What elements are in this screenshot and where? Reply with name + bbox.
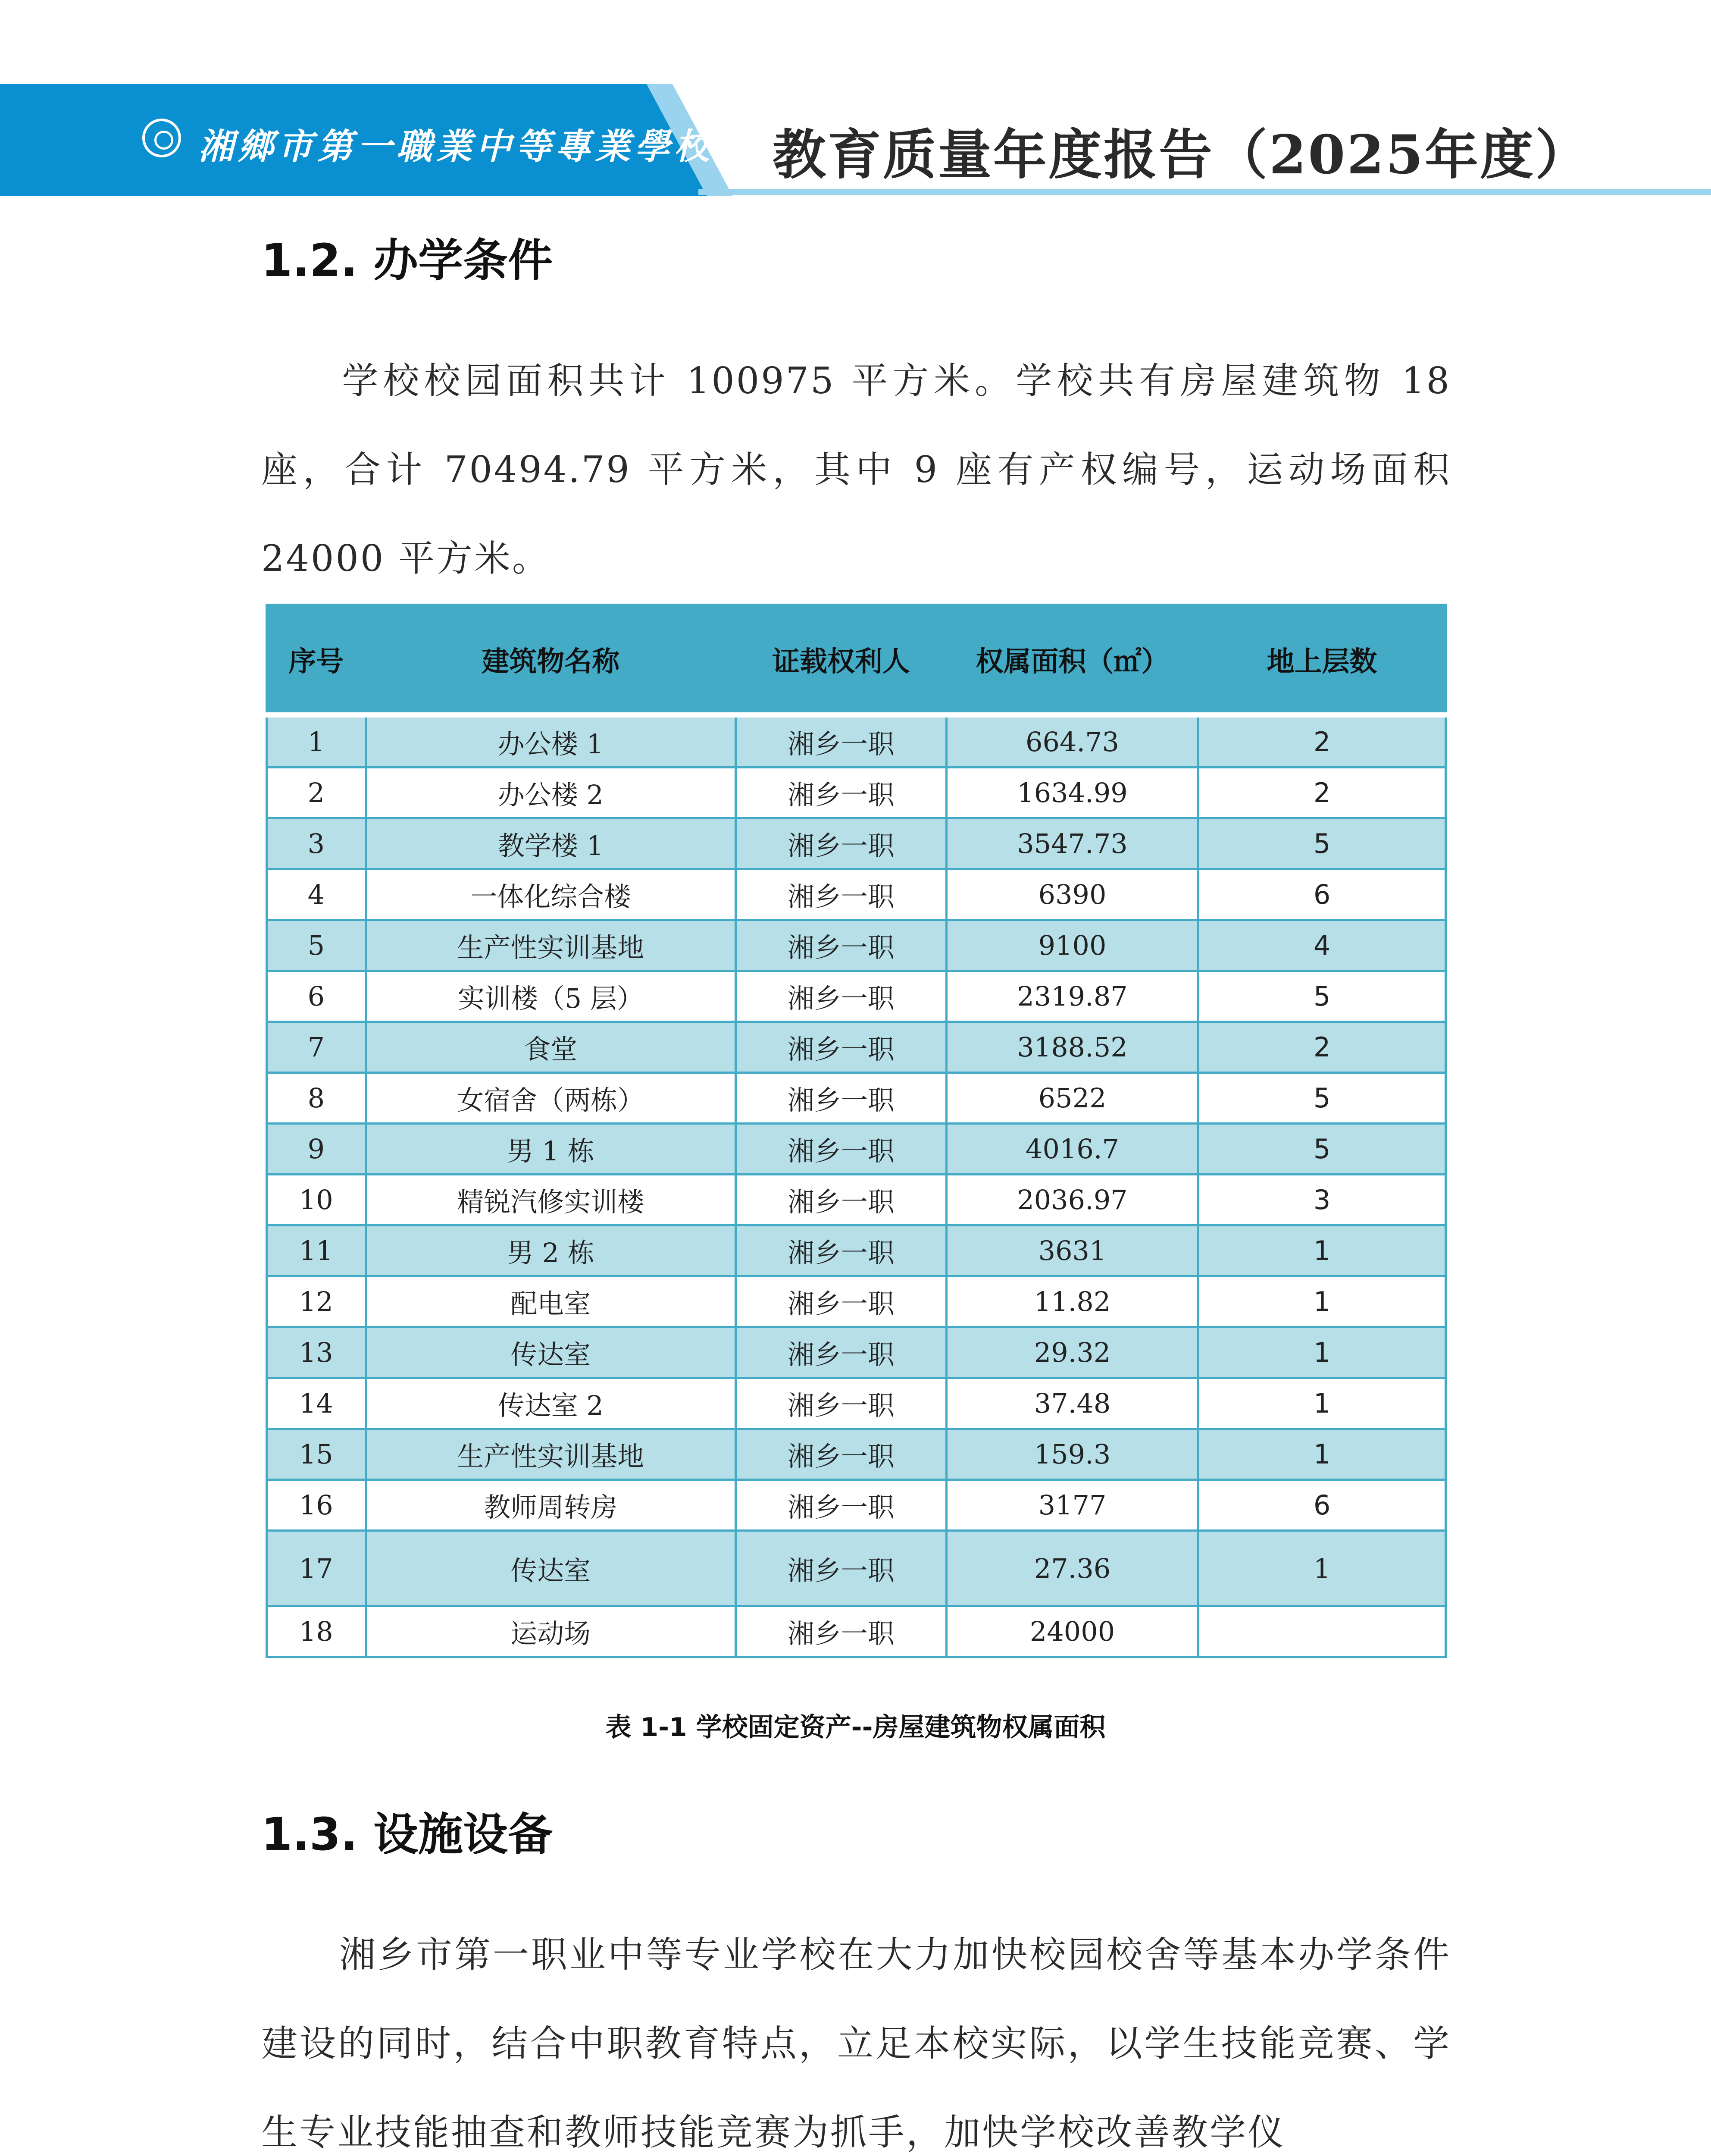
- cell-owner: 湘乡一职: [735, 1175, 946, 1225]
- cell-floors: [1198, 1606, 1446, 1657]
- table-row: [267, 1480, 1446, 1531]
- page-header: [0, 0, 1711, 203]
- cell-owner: 湘乡一职: [735, 1073, 946, 1124]
- cell-building-name: 精锐汽修实训楼: [366, 1175, 735, 1225]
- cell-owner: 湘乡一职: [735, 1022, 946, 1073]
- cell-building-name: 一体化综合楼: [366, 869, 735, 920]
- cell-floors: 1: [1198, 1378, 1446, 1429]
- school-name: 湘鄉市第一職業中等專業學校: [198, 126, 714, 167]
- cell-owner: 湘乡一职: [735, 971, 946, 1022]
- table-row: [267, 1073, 1446, 1124]
- cell-owner: 湘乡一职: [735, 869, 946, 920]
- table-row: [267, 1378, 1446, 1429]
- cell-index: 12: [267, 1276, 366, 1327]
- cell-index: 18: [267, 1606, 366, 1657]
- paragraph-text: 学校校园面积共计 100975 平方米。学校共有房屋建筑物 18 座，合计 70494.79 平方米，其中 9 座有产权编号，运动场面积 24000 平方米。: [261, 360, 1451, 580]
- cell-building-name: 教学楼 1: [366, 818, 735, 869]
- cell-owner: 湘乡一职: [735, 768, 946, 818]
- cell-floors: 2: [1198, 768, 1446, 818]
- table-row: [267, 920, 1446, 971]
- cell-area: 664.73: [946, 715, 1198, 768]
- cell-owner: 湘乡一职: [735, 1531, 946, 1606]
- cell-building-name: 生产性实训基地: [366, 1429, 735, 1480]
- table-row: [267, 869, 1446, 920]
- cell-area: 6390: [946, 869, 1198, 920]
- cell-area: 37.48: [946, 1378, 1198, 1429]
- cell-index: 11: [267, 1225, 366, 1276]
- cell-floors: 6: [1198, 869, 1446, 920]
- section-paragraph-1-2: [261, 336, 1451, 603]
- cell-area: 11.82: [946, 1276, 1198, 1327]
- cell-floors: 2: [1198, 715, 1446, 768]
- cell-area: 3188.52: [946, 1022, 1198, 1073]
- cell-floors: 2: [1198, 1022, 1446, 1073]
- cell-index: 4: [267, 869, 366, 920]
- table-row: [267, 715, 1446, 768]
- report-title: 教育质量年度报告（2025年度）: [772, 124, 1590, 186]
- section-paragraph-1-3: [261, 1910, 1451, 2156]
- buildings-table: [266, 604, 1447, 1658]
- cell-building-name: 男 2 栋: [366, 1225, 735, 1276]
- cell-building-name: 实训楼（5 层）: [366, 971, 735, 1022]
- table-row: [267, 1531, 1446, 1606]
- cell-floors: 1: [1198, 1276, 1446, 1327]
- cell-area: 3177: [946, 1480, 1198, 1531]
- cell-area: 1634.99: [946, 768, 1198, 818]
- cell-owner: 湘乡一职: [735, 1225, 946, 1276]
- col-header-owner: 证载权利人: [735, 605, 946, 715]
- table-row: [267, 1606, 1446, 1657]
- cell-index: 14: [267, 1378, 366, 1429]
- cell-building-name: 运动场: [366, 1606, 735, 1657]
- cell-owner: 湘乡一职: [735, 1276, 946, 1327]
- cell-index: 10: [267, 1175, 366, 1225]
- table-row: [267, 1124, 1446, 1175]
- col-header-floors: 地上层数: [1198, 605, 1446, 715]
- col-header-area: 权属面积（㎡）: [946, 605, 1198, 715]
- cell-area: 6522: [946, 1073, 1198, 1124]
- cell-index: 5: [267, 920, 366, 971]
- cell-owner: 湘乡一职: [735, 1327, 946, 1378]
- section-heading-1-2: 1.2. 办学条件: [261, 234, 553, 287]
- cell-area: 24000: [946, 1606, 1198, 1657]
- cell-floors: 5: [1198, 818, 1446, 869]
- table-caption: 表 1-1 学校固定资产--房屋建筑物权属面积: [605, 1712, 1106, 1742]
- table-row: [267, 1225, 1446, 1276]
- table-row: [267, 1429, 1446, 1480]
- school-logo-icon: [142, 119, 181, 157]
- cell-area: 4016.7: [946, 1124, 1198, 1175]
- section-heading-1-3: 1.3. 设施设备: [261, 1808, 553, 1861]
- table-row: [267, 768, 1446, 818]
- cell-building-name: 教师周转房: [366, 1480, 735, 1531]
- cell-index: 1: [267, 715, 366, 768]
- cell-area: 29.32: [946, 1327, 1198, 1378]
- cell-building-name: 食堂: [366, 1022, 735, 1073]
- cell-index: 17: [267, 1531, 366, 1606]
- cell-area: 3631: [946, 1225, 1198, 1276]
- table-header-row: [267, 605, 1446, 715]
- cell-area: 9100: [946, 920, 1198, 971]
- cell-owner: 湘乡一职: [735, 1124, 946, 1175]
- cell-owner: 湘乡一职: [735, 1606, 946, 1657]
- cell-index: 9: [267, 1124, 366, 1175]
- col-header-building-name: 建筑物名称: [366, 605, 735, 715]
- cell-area: 159.3: [946, 1429, 1198, 1480]
- cell-floors: 5: [1198, 1073, 1446, 1124]
- table-row: [267, 1022, 1446, 1073]
- cell-building-name: 生产性实训基地: [366, 920, 735, 971]
- cell-area: 2319.87: [946, 971, 1198, 1022]
- cell-owner: 湘乡一职: [735, 818, 946, 869]
- cell-floors: 1: [1198, 1225, 1446, 1276]
- cell-owner: 湘乡一职: [735, 1429, 946, 1480]
- cell-building-name: 办公楼 1: [366, 715, 735, 768]
- cell-index: 15: [267, 1429, 366, 1480]
- cell-building-name: 办公楼 2: [366, 768, 735, 818]
- cell-building-name: 男 1 栋: [366, 1124, 735, 1175]
- cell-building-name: 配电室: [366, 1276, 735, 1327]
- cell-owner: 湘乡一职: [735, 920, 946, 971]
- cell-building-name: 传达室: [366, 1327, 735, 1378]
- cell-owner: 湘乡一职: [735, 715, 946, 768]
- cell-owner: 湘乡一职: [735, 1378, 946, 1429]
- cell-floors: 6: [1198, 1480, 1446, 1531]
- cell-index: 6: [267, 971, 366, 1022]
- paragraph-text: 湘乡市第一职业中等专业学校在大力加快校园校舍等基本办学条件建设的同时，结合中职教育特点，立足本校实际，以学生技能竞赛、学生专业技能抽查和教师技能竞赛为抓手，加快学校改善教学仪: [261, 1934, 1451, 2153]
- cell-index: 16: [267, 1480, 366, 1531]
- cell-floors: 1: [1198, 1327, 1446, 1378]
- table-row: [267, 1276, 1446, 1327]
- col-header-index: 序号: [267, 605, 366, 715]
- table-row: [267, 1175, 1446, 1225]
- cell-area: 2036.97: [946, 1175, 1198, 1225]
- cell-building-name: 传达室: [366, 1531, 735, 1606]
- cell-floors: 5: [1198, 971, 1446, 1022]
- cell-building-name: 传达室 2: [366, 1378, 735, 1429]
- cell-floors: 5: [1198, 1124, 1446, 1175]
- cell-index: 8: [267, 1073, 366, 1124]
- cell-owner: 湘乡一职: [735, 1480, 946, 1531]
- table-row: [267, 1327, 1446, 1378]
- cell-index: 13: [267, 1327, 366, 1378]
- cell-building-name: 女宿舍（两栋）: [366, 1073, 735, 1124]
- table-row: [267, 971, 1446, 1022]
- cell-index: 7: [267, 1022, 366, 1073]
- cell-floors: 1: [1198, 1429, 1446, 1480]
- cell-floors: 1: [1198, 1531, 1446, 1606]
- cell-index: 3: [267, 818, 366, 869]
- cell-floors: 4: [1198, 920, 1446, 971]
- cell-index: 2: [267, 768, 366, 818]
- cell-floors: 3: [1198, 1175, 1446, 1225]
- cell-area: 27.36: [946, 1531, 1198, 1606]
- cell-area: 3547.73: [946, 818, 1198, 869]
- table-row: [267, 818, 1446, 869]
